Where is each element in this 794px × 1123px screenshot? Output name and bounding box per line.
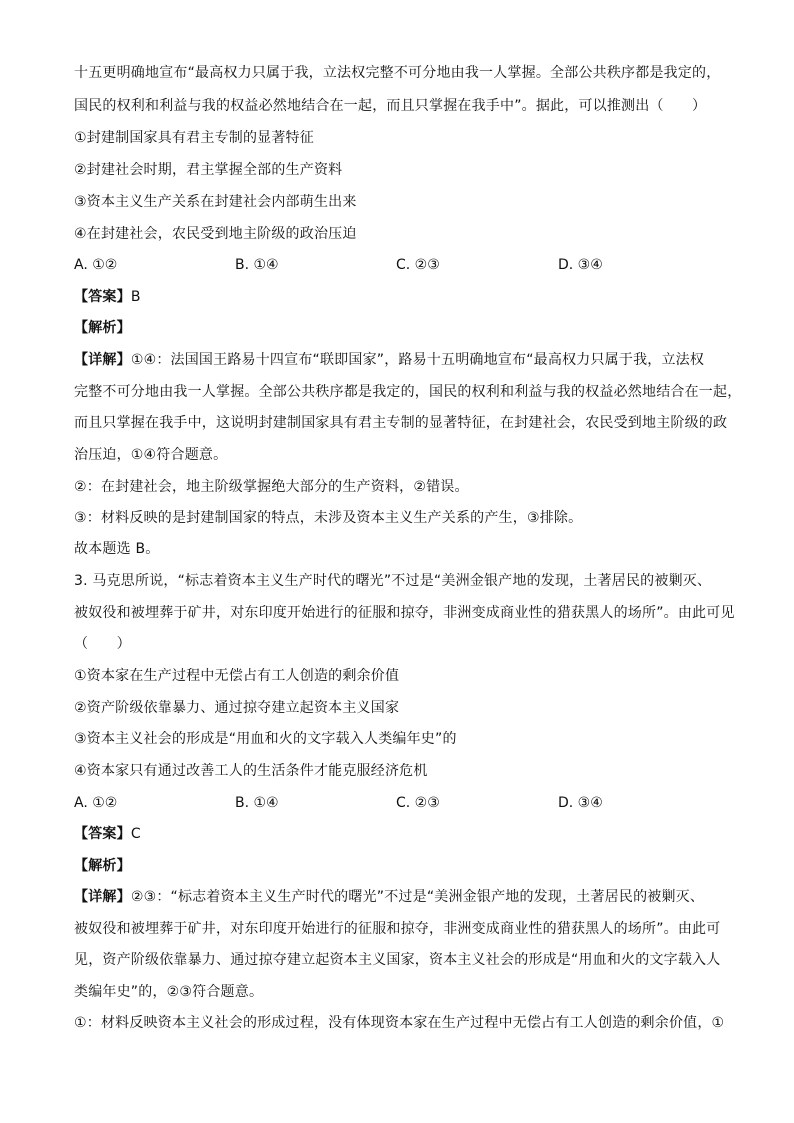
q2-stem-line-1: 十五更明确地宣布“最高权力只属于我，立法权完整不可分地由我一人掌握。全部公共秩序都是我定的， bbox=[74, 65, 721, 81]
q3-statement-4: ④资本家只有通过改善工人的生活条件才能克服经济危机 bbox=[74, 763, 428, 779]
q2-detail-line-3: 而且只掌握在我手中，这说明封建制国家具有君主专制的显著特征，在封建社会，农民受到地主阶级的政 bbox=[74, 415, 728, 431]
answer-tag: 【答案】 bbox=[74, 289, 131, 305]
q2-note-2: ③：材料反映的是封建制国家的特点，未涉及资本主义生产关系的产生，③排除。 bbox=[74, 510, 583, 526]
q2-stem-line-2: 国民的权利和利益与我的权益必然地结合在一起，而且只掌握在我手中”。据此，可以推测出（ ） bbox=[74, 98, 707, 114]
q2-conclusion: 故本题选 B。 bbox=[74, 541, 160, 557]
q3-analysis-tag: 【解析】 bbox=[74, 858, 131, 874]
q3-stem-line-3: （ ） bbox=[74, 636, 131, 652]
q3-detail-line-1: 【详解】②③：“标志着资本主义生产时代的曙光”不过是“美洲金银产地的发现，土著居民的被剿灭、 bbox=[74, 889, 705, 905]
detail-tag: 【详解】 bbox=[74, 889, 131, 905]
q2-option-c: C. ②③ bbox=[396, 257, 440, 273]
q2-statement-2: ②封建社会时期，君主掌握全部的生产资料 bbox=[74, 162, 343, 178]
q3-detail-line-3: 见，资产阶级依靠暴力、通过掠夺建立起资本主义国家，资本主义社会的形成是“用血和火的文字载入人 bbox=[74, 952, 721, 968]
q2-analysis-tag: 【解析】 bbox=[74, 320, 131, 336]
q3-answer: C bbox=[130, 826, 141, 842]
q2-option-b: B. ①④ bbox=[235, 257, 279, 273]
q3-stem-line-1: 3. 马克思所说，“标志着资本主义生产时代的曙光”不过是“美洲金银产地的发现，土著居民的被剿灭、 bbox=[74, 573, 712, 589]
q2-detail-line-1: 【详解】①④：法国国王路易十四宣布“联即国家”，路易十五明确地宣布“最高权力只属于我，立法权 bbox=[74, 352, 705, 368]
q2-answer-line bbox=[74, 287, 734, 307]
q3-detail-line-4: 类编年史”的，②③符合题意。 bbox=[74, 984, 264, 1000]
q2-option-a: A. ①② bbox=[74, 257, 118, 273]
q2-note-1: ②：在封建社会，地主阶级掌握绝大部分的生产资料，②错误。 bbox=[74, 479, 469, 495]
q2-detail-line-4: 治压迫，①④符合题意。 bbox=[74, 447, 228, 463]
q3-statement-3: ③资本主义社会的形成是“用血和火的文字载入人类编年史”的 bbox=[74, 731, 457, 747]
q2-statement-4: ④在封建社会，农民受到地主阶级的政治压迫 bbox=[74, 226, 357, 242]
q3-option-b: B. ①④ bbox=[235, 795, 279, 811]
q3-statement-2: ②资产阶级依靠暴力、通过掠夺建立起资本主义国家 bbox=[74, 700, 400, 716]
q3-option-c: C. ②③ bbox=[396, 795, 440, 811]
q3-answer-line bbox=[74, 824, 734, 844]
q2-detail-line-2: 完整不可分地由我一人掌握。全部公共秩序都是我定的，国民的权利和利益与我的权益必然地结合在一起， bbox=[74, 384, 742, 400]
detail-tag: 【详解】 bbox=[74, 352, 131, 368]
q3-stem-line-2: 被奴役和被埋葬于矿井，对东印度开始进行的征服和掠夺，非洲变成商业性的猎获黑人的场所”。由此可见 bbox=[74, 605, 735, 621]
q2-statement-1: ①封建制国家具有君主专制的显著特征 bbox=[74, 130, 314, 146]
q3-option-a: A. ①② bbox=[74, 795, 118, 811]
q2-answer: B bbox=[130, 289, 141, 305]
q3-statement-1: ①资本家在生产过程中无偿占有工人创造的剩余价值 bbox=[74, 668, 400, 684]
answer-tag: 【答案】 bbox=[74, 826, 131, 842]
q3-detail-line-2: 被奴役和被埋葬于矿井，对东印度开始进行的征服和掠夺，非洲变成商业性的猎获黑人的场所”。由此可 bbox=[74, 921, 721, 937]
q3-note-1: ①：材料反映资本主义社会的形成过程，没有体现资本家在生产过程中无偿占有工人创造的剩余价值，① bbox=[74, 1015, 725, 1031]
q3-option-d: D. ③④ bbox=[558, 795, 603, 811]
q2-statement-3: ③资本主义生产关系在封建社会内部萌生出来 bbox=[74, 194, 357, 210]
q2-option-d: D. ③④ bbox=[558, 257, 603, 273]
